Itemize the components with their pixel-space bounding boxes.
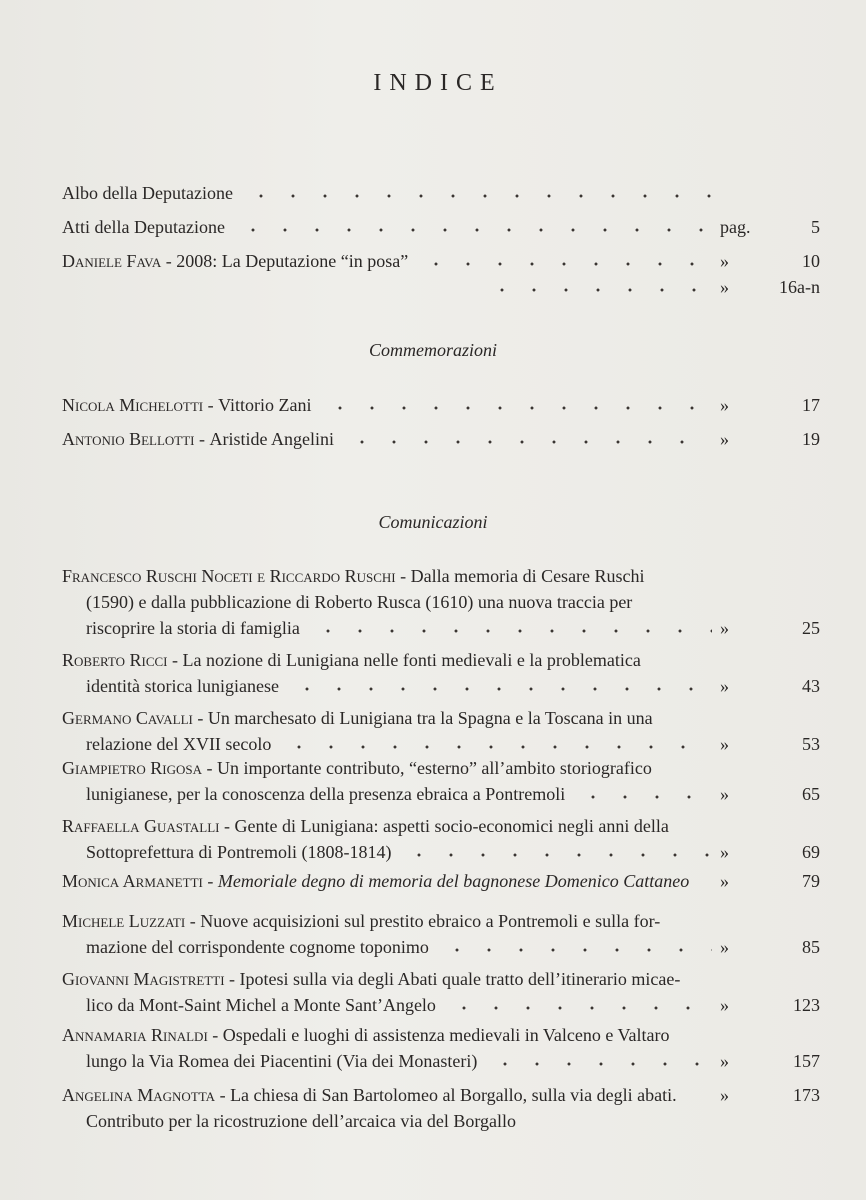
page-number: 16a-n — [779, 277, 820, 297]
dot-leader — [416, 260, 712, 268]
page-number: 53 — [802, 734, 820, 754]
page-number: 123 — [793, 995, 820, 1015]
entry-text-continued: identità storica lunigianese — [86, 676, 279, 696]
entry-text: 2008: La Deputazione “in posa” — [176, 251, 409, 271]
page-prefix: » — [720, 618, 729, 638]
entry-text: Nuove acquisizioni sul prestito ebraico a Pontremoli e sulla for- — [200, 911, 661, 931]
entry-author: Nicola Michelotti — [62, 395, 204, 415]
page-prefix: » — [720, 842, 729, 862]
entry-magistretti: Giovanni Magistretti - Ipotesi sulla via degli Abati quale tratto dell’itinerario micae- lico da Mont-Saint Michel a Monte Sant’Angelo » 123 — [62, 966, 820, 1018]
entry-text-continued: mazione del corrispondente cognome toponimo — [86, 937, 429, 957]
entry-author: Francesco Ruschi Noceti e Riccardo Ruschi — [62, 566, 396, 586]
dot-leader — [308, 627, 712, 635]
entry-rigosa: Giampietro Rigosa - Un importante contributo, “esterno” all’ambito storiografico lunigianese, per la conoscenza della presenza ebraica a Pontremoli » 65 — [62, 755, 820, 807]
page-number: 173 — [793, 1085, 820, 1105]
page-prefix: » — [720, 871, 729, 891]
entry-ricci: Roberto Ricci - La nozione di Lunigiana nelle fonti medievali e la problematica identità storica lunigianese » 43 — [62, 647, 820, 699]
entry-atti — [62, 214, 820, 240]
entry-armanetti: Monica Armanetti - Memoriale degno di memoria del bagnonese Domenico Cattaneo » 79 — [62, 868, 820, 894]
dot-leader — [399, 851, 712, 859]
page-prefix: » — [720, 937, 729, 957]
entry-fava: Daniele Fava - 2008: La Deputazione “in posa” » 10 — [62, 248, 820, 274]
page-number: 25 — [802, 618, 820, 638]
entry-author: Giovanni Magistretti — [62, 969, 225, 989]
entry-luzzati: Michele Luzzati - Nuove acquisizioni sul prestito ebraico a Pontremoli e sulla for- mazione del corrispondente cognome toponimo » 85 — [62, 908, 820, 960]
entry-ruschi: Francesco Ruschi Noceti e Riccardo Ruschi - Dalla memoria di Cesare Ruschi (1590) e dalla pubblicazione di Roberto Rusca (1610) una nuova traccia per riscoprire la storia di famiglia » 25 — [62, 563, 820, 641]
entry-author: Annamaria Rinaldi — [62, 1025, 208, 1045]
entry-bellotti: Antonio Bellotti - Aristide Angelini » 19 — [62, 426, 820, 452]
page-number: 69 — [802, 842, 820, 862]
entry-author: Germano Cavalli — [62, 708, 193, 728]
dot-leader — [685, 1094, 712, 1102]
entry-text: La chiesa di San Bartolomeo al Borgallo, sulla via degli abati. — [230, 1085, 677, 1105]
page-prefix: » — [720, 429, 729, 449]
page-prefix: » — [720, 395, 729, 415]
page-prefix: » — [720, 734, 729, 754]
entry-author: Raffaella Guastalli — [62, 816, 220, 836]
dot-leader — [697, 880, 712, 888]
page-number: 65 — [802, 784, 820, 804]
entry-guastalli: Raffaella Guastalli - Gente di Lunigiana: aspetti socio-economici negli anni della Sottoprefettura di Pontremoli (1808-1814) » 69 — [62, 813, 820, 865]
entry-text: Un marchesato di Lunigiana tra la Spagna e la Toscana in una — [207, 708, 653, 728]
page-prefix: » — [720, 784, 729, 804]
entry-author: Roberto Ricci — [62, 650, 168, 670]
entry-text-continued: Contributo per la ricostruzione dell’arcaica via del Borgallo — [86, 1111, 517, 1131]
page-prefix: » — [720, 676, 729, 696]
entry-text-continued: lunigianese, per la conoscenza della presenza ebraica a Pontremoli — [86, 784, 566, 804]
entry-text-continued: relazione del XVII secolo — [86, 734, 272, 754]
dot-leader — [320, 404, 713, 412]
entry-magnotta: Angelina Magnotta - La chiesa di San Bartolomeo al Borgallo, sulla via degli abati. » 173 Contributo per la ricostruzione dell’arcaica via del Borgallo — [62, 1082, 820, 1134]
page-prefix: » — [720, 277, 729, 297]
entry-text-continued: riscoprire la storia di famiglia — [86, 618, 300, 638]
page-number: 10 — [802, 251, 820, 271]
page-number: 43 — [802, 676, 820, 696]
entry-text: Vittorio Zani — [218, 395, 312, 415]
entry-author: Giampietro Rigosa — [62, 758, 203, 778]
entry-text: Un importante contributo, “esterno” all’ambito storiografico — [217, 758, 652, 778]
entry-author: Monica Armanetti — [62, 871, 203, 891]
entry-text-continued: lico da Mont-Saint Michel a Monte Sant’Angelo — [86, 995, 436, 1015]
entry-rinaldi: Annamaria Rinaldi - Ospedali e luoghi di assistenza medievali in Valceno e Valtaro lungo la Via Romea dei Piacentini (Via dei Monasteri) » 157 — [62, 1022, 820, 1074]
page-number: 19 — [802, 429, 820, 449]
dot-leader — [233, 226, 712, 234]
dot-leader — [573, 793, 712, 801]
page-prefix: » — [720, 251, 729, 271]
entry-text: Ipotesi sulla via degli Abati quale tratto dell’itinerario micae- — [239, 969, 681, 989]
entry-text: Dalla memoria di Cesare Ruschi — [410, 566, 645, 586]
page-title: INDICE — [373, 70, 503, 96]
dot-leader — [287, 685, 712, 693]
page-number: 85 — [802, 937, 820, 957]
entry-text: Gente di Lunigiana: aspetti socio-economici negli anni della — [234, 816, 669, 836]
dot-leader — [482, 286, 712, 294]
section-heading-comunicazioni: Comunicazioni — [378, 512, 488, 532]
entry-text: La nozione di Lunigiana nelle fonti medievali e la problematica — [182, 650, 641, 670]
page-prefix: » — [720, 1051, 729, 1071]
page-prefix: » — [720, 1085, 729, 1105]
entry-text-continued: (1590) e dalla pubblicazione di Roberto Rusca (1610) una nuova traccia per — [86, 592, 633, 612]
entry-author: Angelina Magnotta — [62, 1085, 216, 1105]
entry-text-continued: Sottoprefettura di Pontremoli (1808-1814) — [86, 842, 392, 862]
page-number: 157 — [793, 1051, 820, 1071]
section-heading-commemorazioni: Commemorazioni — [368, 340, 497, 360]
entry-text: Memoriale degno di memoria del bagnonese Domenico Cattaneo — [217, 871, 690, 891]
page-prefix: » — [720, 995, 729, 1015]
entry-text: Ospedali e luoghi di assistenza medievali in Valceno e Valtaro — [222, 1025, 670, 1045]
entry-text: Albo della Deputazione — [62, 183, 233, 203]
dot-leader — [444, 1004, 712, 1012]
entry-text: Aristide Angelini — [209, 429, 335, 449]
entry-text: Atti della Deputazione — [62, 217, 225, 237]
entry-text-continued: lungo la Via Romea dei Piacentini (Via dei Monasteri) — [86, 1051, 478, 1071]
page-number: 79 — [802, 871, 820, 891]
page-number: 17 — [802, 395, 820, 415]
dot-leader — [241, 192, 712, 200]
entry-author: Antonio Bellotti — [62, 429, 195, 449]
page-number: 5 — [811, 217, 820, 237]
dot-leader — [279, 743, 712, 751]
entry-author: Daniele Fava — [62, 251, 162, 271]
entry-cavalli: Germano Cavalli - Un marchesato di Lunigiana tra la Spagna e la Toscana in una relazione del XVII secolo » 53 — [62, 705, 820, 757]
dot-leader — [437, 946, 712, 954]
page-prefix: pag. — [720, 217, 751, 237]
entry-albo — [62, 180, 820, 206]
entry-michelotti: Nicola Michelotti - Vittorio Zani » 17 — [62, 392, 820, 418]
dot-leader — [485, 1060, 712, 1068]
dot-leader — [342, 438, 712, 446]
entry-plates — [62, 274, 820, 300]
entry-author: Michele Luzzati — [62, 911, 186, 931]
